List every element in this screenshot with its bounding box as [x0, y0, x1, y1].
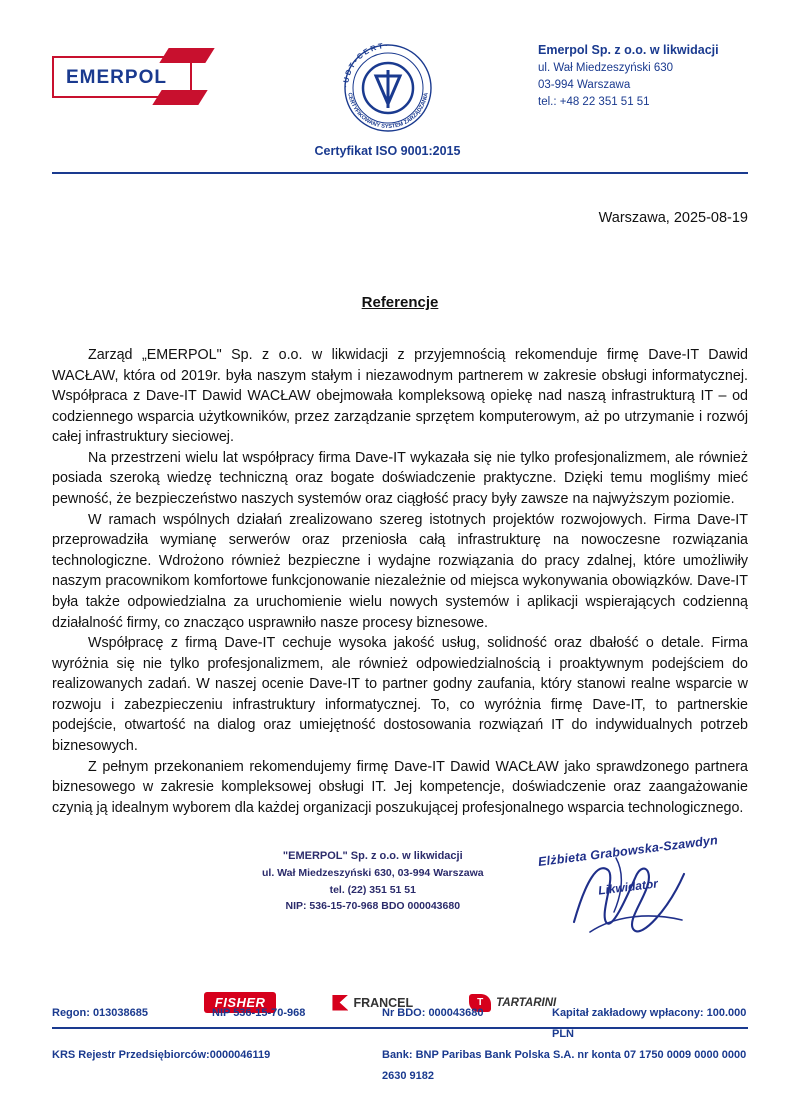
company-stamp — [262, 848, 484, 914]
signatory-role: Likwidator — [597, 876, 659, 898]
tartarini-label: TARTARINI — [496, 996, 557, 1009]
footer-regon: Regon: 013038685 — [52, 1007, 148, 1020]
footer-bank: Bank: BNP Paribas Bank Polska S.A. nr konta 07 1750 0009 0000 0000 2630 9182 — [382, 1049, 747, 1083]
signature-block — [528, 833, 728, 898]
stamp-line-1: "EMERPOL" Sp. z o.o. w likwidacji — [282, 850, 463, 863]
iso-certificate-seal-icon — [336, 36, 440, 140]
document-header — [52, 0, 748, 158]
paragraph-5: Z pełnym przekonaniem rekomendujemy firmę Dave-IT Dawid WACŁAW jako sprawdzonego partnera biznesowego w zakresie kompleksowej obsługi IT. Jej kompetencje, doświadczenie oraz zaangażowanie czynią ją idealnym wyborem dla każdej organizacji poszukującej profesjonalnego wsparcia technologicznego. — [52, 758, 748, 816]
footer-row-1 — [52, 1003, 748, 1045]
paragraph-3: W ramach wspólnych działań zrealizowano szereg istotnych projektów rozwojowych. Firma Dave-IT przeprowadziła wymianę serwerów oraz przeniosła całą infrastrukturę na nowoczesne rozwiązania technologiczne. Wdrożono również bezpieczne i wydajne rozwiązania do pracy zdalnej, które umożliwiły naszym pracownikom komfortowe funkcjonowanie niezależnie od miejsca wykonywania obowiązków. Dave-IT była także odpowiedzialna za uruchomienie wielu nowych systemów i aplikacji wspierających codzienną działalność firmy, co znacząco usprawniło nasze procesy biznesowe. — [52, 511, 748, 631]
company-street: ul. Wał Miedzeszyński 630 — [538, 62, 674, 75]
signatory-name: Elżbieta Grabowska-Szawdyn — [537, 833, 719, 870]
svg-text:· U D T - C E R T ·: · U D T - C E R T · — [340, 40, 388, 88]
document-footer — [52, 1003, 748, 1087]
document-body — [52, 345, 748, 818]
certificate-caption: Certyfikat ISO 9001:2015 — [314, 144, 461, 158]
stamp-line-4: NIP: 536-15-70-968 BDO 000043680 — [285, 899, 461, 912]
company-address-block — [538, 34, 748, 110]
stamp-line-2: ul. Wał Miedzeszyński 630, 03-994 Warszawa — [262, 867, 484, 880]
stamp-line-3: tel. (22) 351 51 51 — [329, 883, 416, 896]
emerpol-logo — [52, 48, 224, 106]
paragraph-4: Współpracę z firmą Dave-IT cechuje wysoka jakość usług, solidność oraz dbałość o detale. Firma wyróżnia się nie tylko profesjonalizmem, ale również odpowiedzialnością i proaktywnym podejściem do realizowanych zadań. W naszej ocenie Dave-IT to partner godny zaufania, który stanowi realne wsparcie w rozwoju i zabezpieczeniu infrastruktury informatycznej. To, co wyróżnia firmę Dave-IT, to partnerskie podejście, otwartość na dialog oraz umiejętność dostosowania rozwiązań IT do indywidualnych potrzeb biznesowych. — [52, 635, 748, 754]
paragraph-1: Zarząd „EMERPOL" Sp. z o.o. w likwidacji z przyjemnością rekomenduje firmę Dave-IT Dawid WACŁAW, która od 2019r. była naszym stałym i niezawodnym partnerem w zakresie obsługi informatycznej. Współpraca z Dave-IT Dawid WACŁAW obejmowała kompleksową opiekę nad naszą infrastrukturą IT – od codziennego wsparcia użytkowników, przez zarządzanie sprzętem komputerowym, aż po utrzymanie i rozwój całej infrastruktury sieciowej. — [52, 347, 748, 446]
footer-nip: NIP 536-15-70-968 — [212, 1007, 306, 1020]
company-name: Emerpol Sp. z o.o. w likwidacji — [538, 43, 719, 57]
header-divider — [52, 172, 748, 174]
paragraph-2: Na przestrzeni wielu lat współpracy firma Dave-IT wykazała się nie tylko profesjonalizmem, ale również posiada szeroką wiedzę techniczną oraz bogate doświadczenie praktyczne. Dzięki temu mogliśmy mieć pewność, że bezpieczeństwo naszych systemów oraz ciągłość pracy były zawsze na najwyższym poziomie. — [52, 449, 748, 508]
svg-text:CERTYFIKOWANY SYSTEM ZARZĄDZAN: CERTYFIKOWANY SYSTEM ZARZĄDZANIA — [345, 92, 430, 131]
tartarini-logo-icon: T — [469, 994, 491, 1012]
signature-area — [52, 833, 748, 980]
logo-text: EMERPOL — [66, 67, 167, 88]
footer-krs: KRS Rejestr Przedsiębiorców:0000046119 — [52, 1049, 271, 1062]
page-title: Referencje — [361, 294, 439, 311]
fisher-logo-icon: FISHER — [204, 992, 277, 1013]
footer-bdo: Nr BDO: 000043680 — [382, 1007, 484, 1020]
footer-capital: Kapitał zakładowy wpłacony: 100.000 PLN — [552, 1007, 747, 1041]
company-city: 03-994 Warszawa — [538, 78, 631, 91]
emerpol-logo-block — [52, 34, 237, 106]
footer-row-2 — [52, 1045, 748, 1087]
francel-label: FRANCEL — [353, 995, 414, 1010]
certificate-block — [273, 34, 503, 158]
company-phone: tel.: +48 22 351 51 51 — [538, 95, 650, 108]
date-line: Warszawa, 2025-08-19 — [598, 210, 748, 226]
